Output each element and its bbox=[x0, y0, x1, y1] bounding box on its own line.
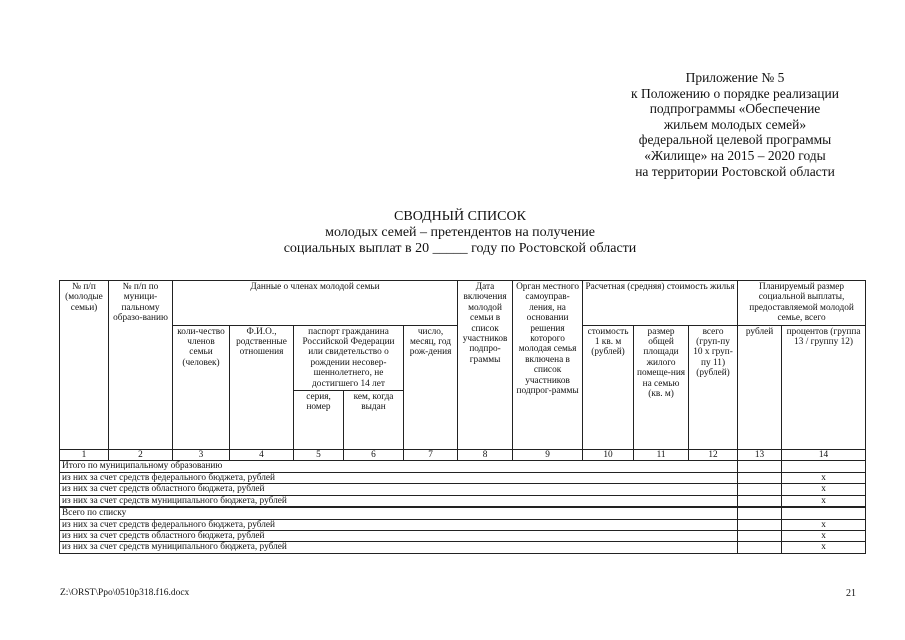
column-number: 2 bbox=[109, 450, 173, 461]
column-number-row bbox=[60, 450, 866, 461]
summary-row bbox=[60, 495, 866, 507]
rubles-cell bbox=[738, 507, 782, 519]
row-label: из них за счет средств областного бюджета, рублей bbox=[60, 484, 738, 495]
title-line-3: социальных выплат в 20 _____ году по Ростовской области bbox=[283, 241, 637, 256]
summary-row bbox=[60, 519, 866, 530]
row-label: Итого по муниципальному образованию bbox=[60, 461, 738, 472]
rubles-cell bbox=[738, 542, 782, 553]
header-col-12: всего (груп-пу 10 х груп-пу 11) (рублей) bbox=[689, 325, 738, 449]
summary-row bbox=[60, 542, 866, 553]
rubles-cell bbox=[738, 495, 782, 507]
column-number: 8 bbox=[458, 450, 513, 461]
summary-row bbox=[60, 461, 866, 472]
percent-cell: х bbox=[782, 472, 866, 483]
summary-table bbox=[59, 280, 866, 554]
rubles-cell bbox=[738, 530, 782, 541]
column-number: 5 bbox=[294, 450, 344, 461]
row-label: из них за счет средств муниципального бюджета, рублей bbox=[60, 542, 738, 553]
summary-row bbox=[60, 507, 866, 519]
rubles-cell bbox=[738, 519, 782, 530]
appendix-header bbox=[600, 70, 870, 179]
column-number: 13 bbox=[738, 450, 782, 461]
appendix-line: Приложение № 5 bbox=[685, 70, 785, 85]
row-label: Всего по списку bbox=[60, 507, 738, 519]
header-passport: паспорт гражданина Российской Федерации или свидетельство о рождении несовер-шеннолетнего, не достигшего 14 лет bbox=[294, 325, 404, 390]
header-col-11: размер общей площади жилого помеще-ния на семью (кв. м) bbox=[634, 325, 689, 449]
header-row-1 bbox=[60, 281, 866, 326]
footer-file-path: Z:\ORST\Ppo\0510p318.f16.docx bbox=[60, 588, 190, 598]
column-number: 9 bbox=[513, 450, 583, 461]
row-label: из них за счет средств областного бюджета, рублей bbox=[60, 530, 738, 541]
page-number: 21 bbox=[846, 588, 856, 599]
title-line-2: молодых семей – претендентов на получение bbox=[325, 225, 595, 240]
header-col-5: серия, номер bbox=[294, 391, 344, 450]
summary-row bbox=[60, 530, 866, 541]
header-planned-payment: Планируемый размер социальной выплаты, предоставляемой молодой семье, всего bbox=[738, 281, 866, 326]
column-number: 1 bbox=[60, 450, 109, 461]
header-housing-cost: Расчетная (средняя) стоимость жилья bbox=[583, 281, 738, 326]
row-label: из них за счет средств федерального бюджета, рублей bbox=[60, 519, 738, 530]
row-label: из них за счет средств федерального бюджета, рублей bbox=[60, 472, 738, 483]
rubles-cell bbox=[738, 472, 782, 483]
percent-cell bbox=[782, 507, 866, 519]
column-number: 14 bbox=[782, 450, 866, 461]
rubles-cell bbox=[738, 484, 782, 495]
header-col-10: стоимость 1 кв. м (рублей) bbox=[583, 325, 634, 449]
document-title bbox=[250, 208, 670, 257]
appendix-line: «Жилище» на 2015 – 2020 годы bbox=[644, 147, 826, 163]
column-number: 6 bbox=[344, 450, 404, 461]
percent-cell: х bbox=[782, 519, 866, 530]
column-number: 10 bbox=[583, 450, 634, 461]
percent-cell: х bbox=[782, 495, 866, 507]
appendix-line: к Положению о порядке реализации bbox=[631, 85, 839, 101]
column-number: 7 bbox=[404, 450, 458, 461]
column-number: 4 bbox=[230, 450, 294, 461]
appendix-line: подпрограммы «Обеспечение bbox=[649, 101, 821, 117]
summary-row bbox=[60, 472, 866, 483]
header-col-9: Орган местного самоуправ-ления, на основании решения которого молодая семья включена в список участников подпрог-раммы bbox=[513, 281, 583, 450]
rubles-cell bbox=[738, 461, 782, 472]
header-col-2: № п/п по муници-пальному образо-ванию bbox=[109, 281, 173, 450]
percent-cell: х bbox=[782, 484, 866, 495]
column-number: 3 bbox=[173, 450, 230, 461]
header-col-13: рублей bbox=[738, 325, 782, 449]
percent-cell: х bbox=[782, 530, 866, 541]
row-label: из них за счет средств муниципального бюджета, рублей bbox=[60, 495, 738, 507]
header-col-4: Ф.И.О., родственные отношения bbox=[230, 325, 294, 449]
column-number: 11 bbox=[634, 450, 689, 461]
header-col-6: кем, когда выдан bbox=[344, 391, 404, 450]
header-col-1: № п/п (молодые семьи) bbox=[60, 281, 109, 450]
header-col-3: коли-чество членов семьи (человек) bbox=[173, 325, 230, 449]
percent-cell bbox=[782, 461, 866, 472]
summary-row bbox=[60, 484, 866, 495]
title-main: СВОДНЫЙ СПИСОК bbox=[394, 209, 526, 224]
appendix-line: федеральной целевой программы bbox=[638, 132, 832, 148]
appendix-line: жильем молодых семей» bbox=[663, 116, 807, 132]
percent-cell: х bbox=[782, 542, 866, 553]
header-col-14: процентов (группа 13 / группу 12) bbox=[782, 325, 866, 449]
header-family-data: Данные о членах молодой семьи bbox=[173, 281, 458, 326]
appendix-line: на территории Ростовской области bbox=[635, 163, 835, 179]
column-number: 12 bbox=[689, 450, 738, 461]
header-col-7: число, месяц, год рож-дения bbox=[404, 325, 458, 449]
header-col-8: Дата включения молодой семьи в список участников подпро-граммы bbox=[458, 281, 513, 450]
